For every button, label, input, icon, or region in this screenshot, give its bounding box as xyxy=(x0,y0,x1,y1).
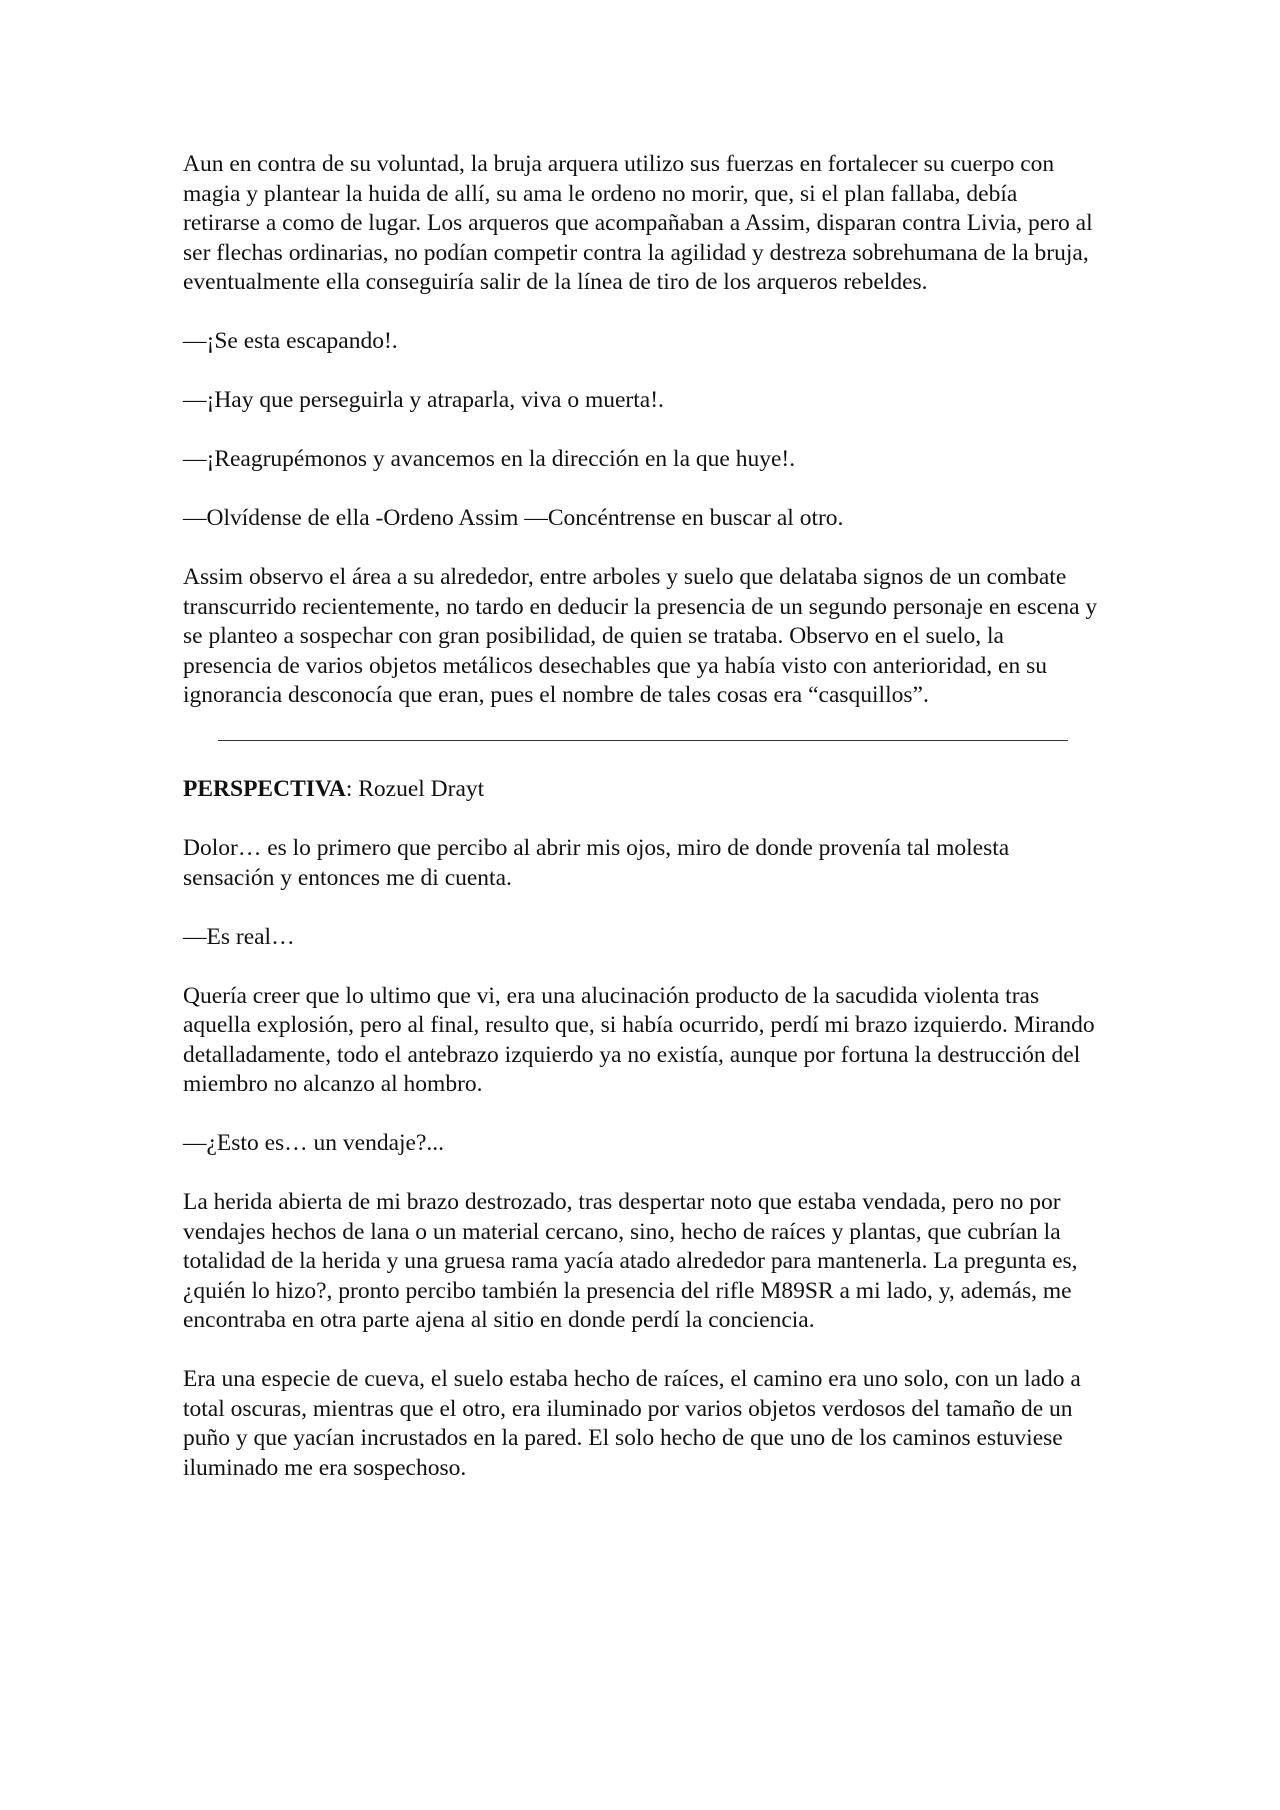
paragraph-assim-observes: Assim observo el área a su alrededor, entre arboles y suelo que delataba signos de un combate transcurrido recientemente, no tardo en deducir la presencia de un segundo personaje en escena y se planteo a sospechar con gran posibilidad, de quien se trataba. Observo en el suelo, la presencia de varios objetos metálicos desechables que ya había visto con anterioridad, en su ignorancia desconocía que eran, pues el nombre de tales cosas era “casquillos”. xyxy=(183,564,1098,708)
perspective-heading xyxy=(183,775,1098,805)
perspective-name: Rozuel Drayt xyxy=(358,776,485,802)
dialogue-chase: —¡Hay que perseguirla y atraparla, viva o muerta!. xyxy=(183,387,664,413)
dialogue-bandage: —¿Esto es… un vendaje?... xyxy=(183,1130,445,1156)
perspective-separator: : xyxy=(345,776,359,802)
paragraph-witch-escape: Aun en contra de su voluntad, la bruja arquera utilizo sus fuerzas en fortalecer su cuerpo con magia y plantear la huida de allí, su ama le ordeno no morir, que, si el plan fallaba, debía retirarse a como de lugar. Los arqueros que acompañaban a Assim, disparan contra Livia, pero al ser flechas ordinarias, no podían competir contra la agilidad y destreza sobrehumana de la bruja, eventualmente ella conseguiría salir de la línea de tiro de los arqueros rebeldes. xyxy=(183,151,1093,295)
dialogue-its-real: —Es real… xyxy=(183,923,295,950)
paragraph-wound: La herida abierta de mi brazo destrozado, tras despertar noto que estaba vendada, pero no por vendajes hechos de lana o un material cercano, sino, hecho de raíces y plantas, que cubrían la totalidad de la herida y una gruesa rama yacía atado alrededor para mantenerla. La pregunta es, ¿quién lo hizo?, pronto percibo también la presencia del rifle M89SR a mi lado, y, además, me encontraba en otra parte ajena al sitio en donde perdí la conciencia. xyxy=(183,1189,1078,1333)
dialogue-regroup: —¡Reagrupémonos y avancemos en la dirección en la que huye!. xyxy=(183,446,796,472)
perspective-label: PERSPECTIVA xyxy=(183,776,346,802)
paragraph-pain: Dolor… es lo primero que percibo al abrir mis ojos, miro de donde provenía tal molesta sensación y entonces me di cuenta. xyxy=(183,835,1010,891)
section-divider xyxy=(218,740,1068,741)
paragraph-cave: Era una especie de cueva, el suelo estaba hecho de raíces, el camino era uno solo, con un lado a total oscuras, mientras que el otro, era iluminado por varios objetos verdosos del tamaño de un puño y que yacían incrustados en la pared. El solo hecho de que uno de los caminos estuviese iluminado me era sospechoso. xyxy=(183,1366,1081,1481)
dialogue-assim-order: —Olvídense de ella -Ordeno Assim —Concéntrense en buscar al otro. xyxy=(183,505,844,531)
dialogue-escaping: —¡Se esta escapando!. xyxy=(183,328,398,354)
paragraph-lost-arm: Quería creer que lo ultimo que vi, era una alucinación producto de la sacudida violenta tras aquella explosión, pero al final, resulto que, si había ocurrido, perdí mi brazo izquierdo. Mirando detalladamente, todo el antebrazo izquierdo ya no existía, aunque por fortuna la destrucción del miembro no alcanzo al hombro. xyxy=(183,982,1095,1097)
document-page xyxy=(183,150,1098,1513)
